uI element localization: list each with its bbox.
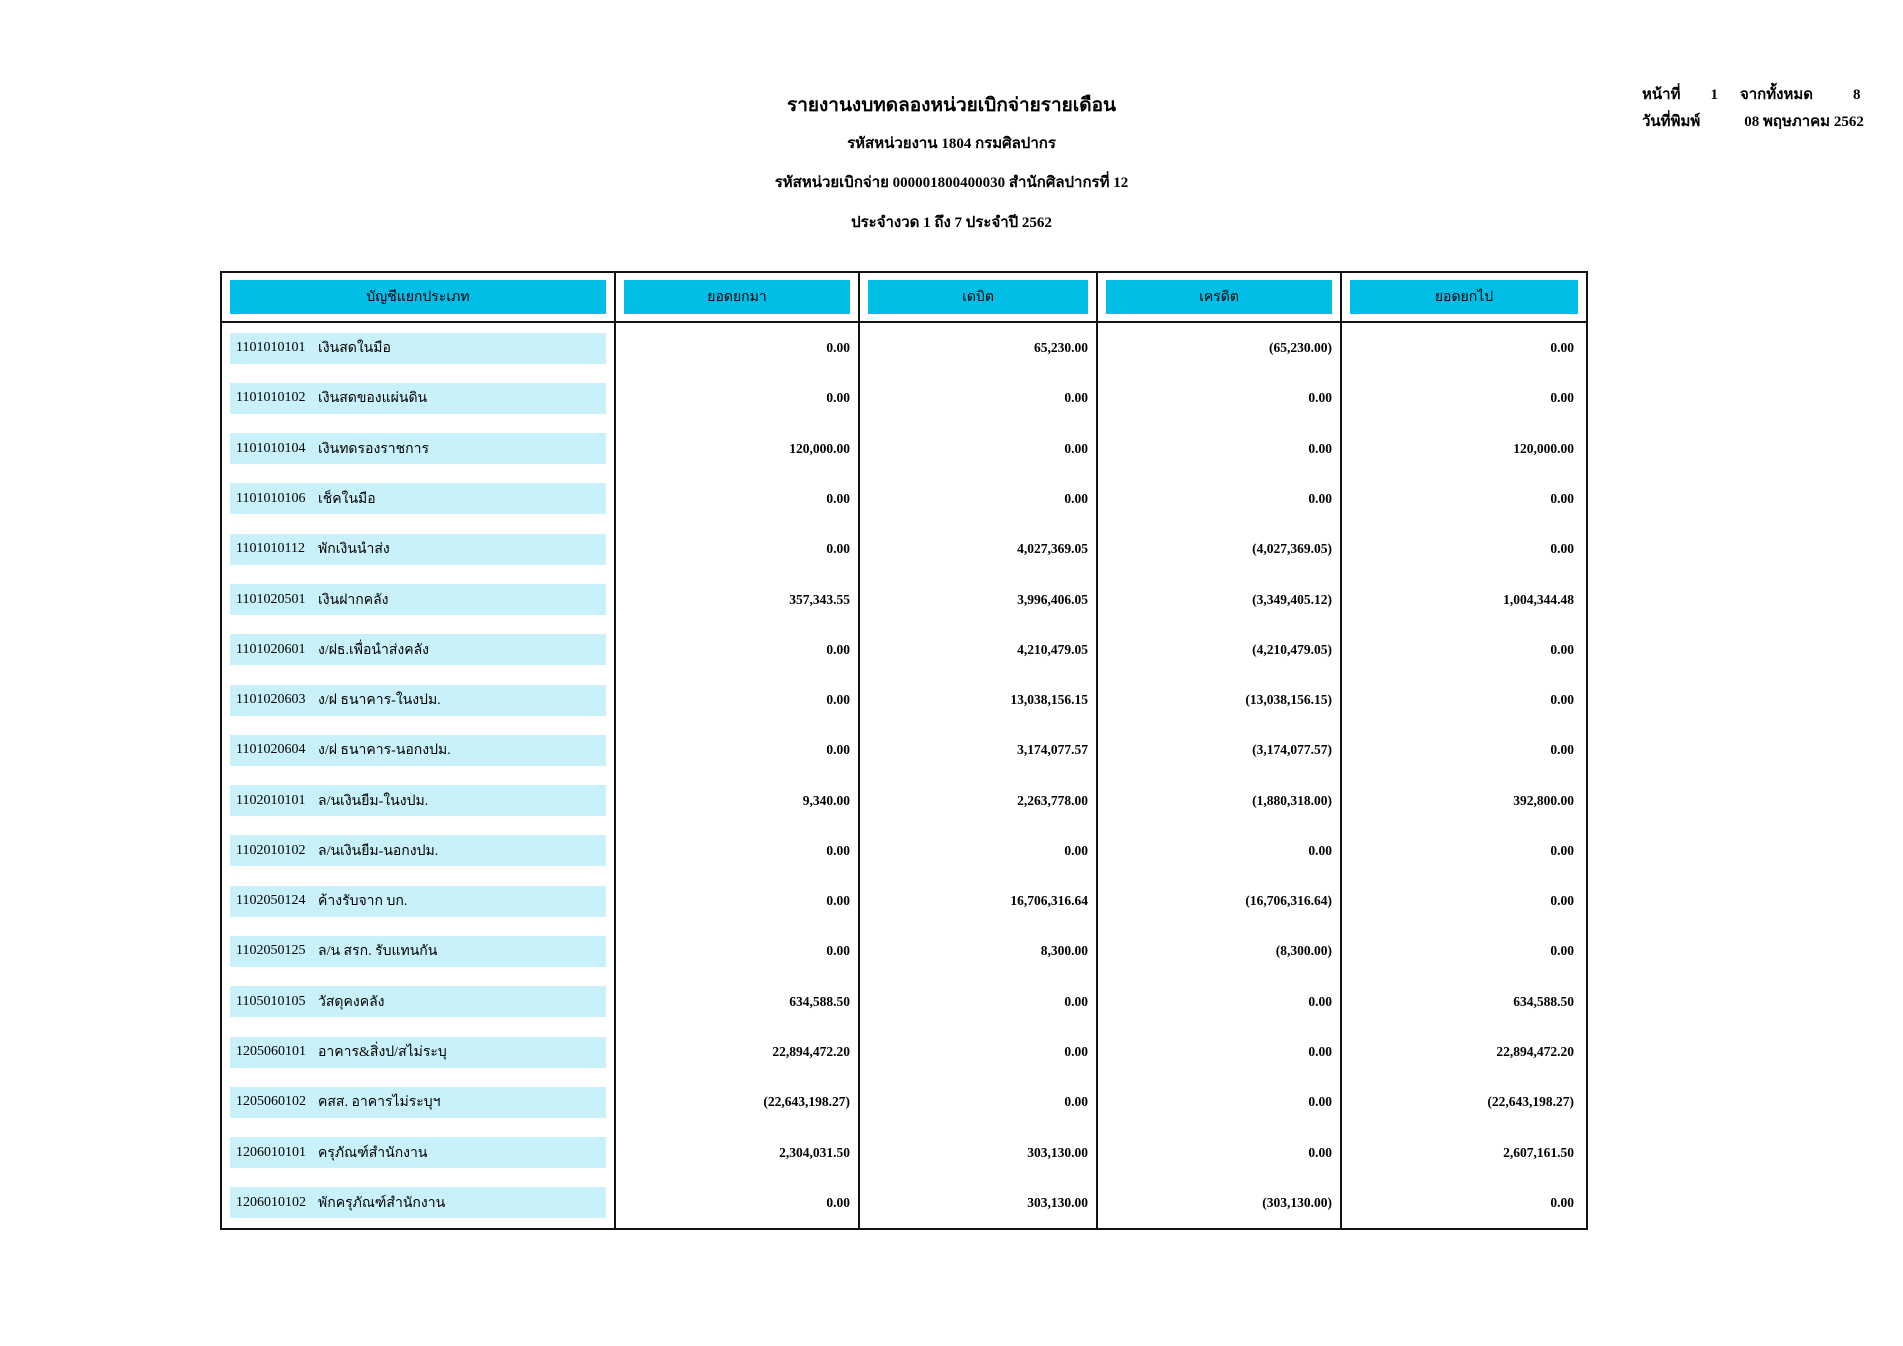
carry-forward-value: 2,304,031.50 xyxy=(616,1127,860,1177)
account-code: 1206010101 xyxy=(236,1144,306,1160)
account-name: อาคาร&สิ่งป/สไม่ระบุ xyxy=(318,1045,447,1061)
carry-forward-value: 0.00 xyxy=(616,474,860,524)
account-band xyxy=(230,1087,606,1118)
account-name: ล/น สรก. รับแทนกัน xyxy=(318,944,438,960)
trial-balance-table xyxy=(220,271,1588,1230)
balance-value: 0.00 xyxy=(1550,893,1574,909)
credit-value: 0.00 xyxy=(1098,1077,1342,1127)
credit-value: (1,880,318.00) xyxy=(1098,776,1342,826)
account-band xyxy=(230,483,606,514)
account-band xyxy=(230,634,606,665)
table-row xyxy=(222,625,1586,675)
carry-forward-value: 9,340.00 xyxy=(616,776,860,826)
print-date-row xyxy=(1642,109,1892,136)
balance-value: 0.00 xyxy=(1550,490,1574,506)
report-period-line: ประจำงวด 1 ถึง 7 ประจำปี 2562 xyxy=(851,215,1052,231)
debit-value: 4,027,369.05 xyxy=(860,524,1098,574)
carry-forward-value: 0.00 xyxy=(616,1178,860,1228)
balance-value: 634,588.50 xyxy=(1513,993,1574,1009)
debit-value: 0.00 xyxy=(860,474,1098,524)
debit-value: 2,263,778.00 xyxy=(860,776,1098,826)
account-name: พักครุภัณฑ์สำนักงาน xyxy=(318,1195,446,1211)
table-row xyxy=(222,323,1586,373)
page-title: รายงานงบทดลองหน่วยเบิกจ่ายรายเดือน xyxy=(786,95,1117,116)
total-pages-value: 8 xyxy=(1852,87,1861,103)
table-row xyxy=(222,1178,1586,1228)
debit-value: 13,038,156.15 xyxy=(860,675,1098,725)
carry-forward-value: 0.00 xyxy=(616,323,860,373)
account-code: 1101010104 xyxy=(236,440,306,456)
balance-value: 1,004,344.48 xyxy=(1503,591,1574,607)
account-name: ง/ฝ ธนาคาร-ในงปม. xyxy=(318,693,441,709)
account-code: 1102010102 xyxy=(236,842,306,858)
page-info xyxy=(1642,82,1892,136)
credit-value: (4,210,479.05) xyxy=(1098,625,1342,675)
table-row xyxy=(222,1127,1586,1177)
balance-value: 2,607,161.50 xyxy=(1503,1144,1574,1160)
credit-value: 0.00 xyxy=(1098,1027,1342,1077)
account-name: เงินทดรองราชการ xyxy=(318,441,430,457)
account-name: เช็คในมือ xyxy=(318,491,376,507)
account-name: ค้างรับจาก บก. xyxy=(318,894,408,910)
account-band xyxy=(230,534,606,565)
carry-forward-value: 357,343.55 xyxy=(616,574,860,624)
total-pages-label: จากทั้งหมด xyxy=(1739,87,1813,103)
account-code: 1205060102 xyxy=(236,1094,306,1110)
credit-value: 0.00 xyxy=(1098,373,1342,423)
credit-value: 0.00 xyxy=(1098,977,1342,1027)
account-name: คสส. อาคารไม่ระบุฯ xyxy=(318,1095,441,1111)
column-header-balance xyxy=(1342,273,1586,321)
balance-value: 392,800.00 xyxy=(1513,792,1574,808)
balance-value: 0.00 xyxy=(1550,541,1574,557)
credit-value: (4,027,369.05) xyxy=(1098,524,1342,574)
print-date-label: วันที่พิมพ์ xyxy=(1642,114,1701,130)
account-code: 1105010105 xyxy=(236,993,306,1009)
account-band xyxy=(230,333,606,364)
balance-value: 0.00 xyxy=(1550,340,1574,356)
account-name: พักเงินนำส่ง xyxy=(318,542,390,558)
carry-forward-value: 634,588.50 xyxy=(616,977,860,1027)
account-code: 1205060101 xyxy=(236,1044,306,1060)
table-row xyxy=(222,574,1586,624)
credit-value: (65,230.00) xyxy=(1098,323,1342,373)
column-header-account-label: บัญชีแยกประเภท xyxy=(230,280,606,314)
account-band xyxy=(230,1037,606,1068)
carry-forward-value: 0.00 xyxy=(616,826,860,876)
account-code: 1206010102 xyxy=(236,1194,306,1210)
carry-forward-value: (22,643,198.27) xyxy=(616,1077,860,1127)
table-body xyxy=(222,323,1586,1228)
debit-value: 0.00 xyxy=(860,977,1098,1027)
carry-forward-value: 0.00 xyxy=(616,373,860,423)
balance-value: 0.00 xyxy=(1550,390,1574,406)
account-band xyxy=(230,735,606,766)
account-name: วัสดุคงคลัง xyxy=(318,994,385,1010)
debit-value: 0.00 xyxy=(860,1077,1098,1127)
account-code: 1101020604 xyxy=(236,742,306,758)
column-header-debit xyxy=(860,273,1098,321)
account-code: 1102050124 xyxy=(236,893,306,909)
debit-value: 8,300.00 xyxy=(860,926,1098,976)
account-code: 1101020601 xyxy=(236,641,306,657)
debit-value: 4,210,479.05 xyxy=(860,625,1098,675)
account-band xyxy=(230,936,606,967)
print-date-value: 08 พฤษภาคม 2562 xyxy=(1744,114,1864,130)
debit-value: 3,996,406.05 xyxy=(860,574,1098,624)
debit-value: 16,706,316.64 xyxy=(860,876,1098,926)
account-code: 1101020501 xyxy=(236,591,306,607)
balance-value: 0.00 xyxy=(1550,842,1574,858)
debit-value: 3,174,077.57 xyxy=(860,725,1098,775)
table-row xyxy=(222,524,1586,574)
credit-value: 0.00 xyxy=(1098,424,1342,474)
account-name: เงินสดของแผ่นดิน xyxy=(318,391,428,407)
account-name: ล/นเงินยืม-นอกงปม. xyxy=(318,843,439,859)
column-header-account xyxy=(222,273,616,321)
table-row xyxy=(222,1027,1586,1077)
account-name: ครุภัณฑ์สำนักงาน xyxy=(318,1145,428,1161)
table-row xyxy=(222,725,1586,775)
debit-value: 0.00 xyxy=(860,1027,1098,1077)
table-row xyxy=(222,977,1586,1027)
credit-value: 0.00 xyxy=(1098,1127,1342,1177)
credit-value: 0.00 xyxy=(1098,826,1342,876)
table-row xyxy=(222,1077,1586,1127)
table-row xyxy=(222,926,1586,976)
table-row xyxy=(222,373,1586,423)
table-row xyxy=(222,675,1586,725)
table-row xyxy=(222,826,1586,876)
debit-value: 0.00 xyxy=(860,373,1098,423)
account-code: 1101010102 xyxy=(236,390,306,406)
column-header-credit-label: เครดิต xyxy=(1106,280,1332,314)
column-header-carry-forward xyxy=(616,273,860,321)
balance-value: 22,894,472.20 xyxy=(1496,1044,1574,1060)
carry-forward-value: 0.00 xyxy=(616,876,860,926)
credit-value: (303,130.00) xyxy=(1098,1178,1342,1228)
table-row xyxy=(222,424,1586,474)
carry-forward-value: 0.00 xyxy=(616,725,860,775)
table-row xyxy=(222,876,1586,926)
debit-value: 303,130.00 xyxy=(860,1127,1098,1177)
account-code: 1102050125 xyxy=(236,943,306,959)
balance-value: 0.00 xyxy=(1550,943,1574,959)
credit-value: (16,706,316.64) xyxy=(1098,876,1342,926)
column-header-carry-forward-label: ยอดยกมา xyxy=(624,280,850,314)
page-number-label: หน้าที่ xyxy=(1642,87,1681,103)
debit-value: 303,130.00 xyxy=(860,1178,1098,1228)
debit-value: 0.00 xyxy=(860,826,1098,876)
report-unit-line: รหัสหน่วยเบิกจ่าย 000001800400030 สำนักศิลปากรที่ 12 xyxy=(774,175,1129,191)
account-band xyxy=(230,383,606,414)
balance-value: 0.00 xyxy=(1550,742,1574,758)
account-name: ล/นเงินยืม-ในงปม. xyxy=(318,793,429,809)
account-name: ง/ฝธ.เพื่อนำส่งคลัง xyxy=(318,642,429,658)
account-band xyxy=(230,835,606,866)
account-band xyxy=(230,785,606,816)
carry-forward-value: 22,894,472.20 xyxy=(616,1027,860,1077)
account-band xyxy=(230,433,606,464)
balance-value: 120,000.00 xyxy=(1513,440,1574,456)
account-band xyxy=(230,1137,606,1168)
report-agency-line: รหัสหน่วยงาน 1804 กรมศิลปากร xyxy=(847,136,1056,152)
balance-value: (22,643,198.27) xyxy=(1487,1094,1574,1110)
credit-value: (13,038,156.15) xyxy=(1098,675,1342,725)
page-number-row xyxy=(1642,82,1892,109)
balance-value: 0.00 xyxy=(1550,1194,1574,1210)
account-code: 1101010106 xyxy=(236,490,306,506)
credit-value: (3,349,405.12) xyxy=(1098,574,1342,624)
account-name: เงินสดในมือ xyxy=(318,341,391,357)
account-band xyxy=(230,886,606,917)
credit-value: (3,174,077.57) xyxy=(1098,725,1342,775)
debit-value: 0.00 xyxy=(860,424,1098,474)
carry-forward-value: 0.00 xyxy=(616,625,860,675)
carry-forward-value: 120,000.00 xyxy=(616,424,860,474)
column-header-credit xyxy=(1098,273,1342,321)
page-number-value: 1 xyxy=(1710,87,1718,103)
carry-forward-value: 0.00 xyxy=(616,524,860,574)
account-name: ง/ฝ ธนาคาร-นอกงปม. xyxy=(318,743,451,759)
balance-value: 0.00 xyxy=(1550,641,1574,657)
account-code: 1101020603 xyxy=(236,692,306,708)
account-band xyxy=(230,1187,606,1218)
credit-value: 0.00 xyxy=(1098,474,1342,524)
column-header-debit-label: เดบิต xyxy=(868,280,1088,314)
carry-forward-value: 0.00 xyxy=(616,926,860,976)
table-row xyxy=(222,474,1586,524)
table-header-row xyxy=(222,273,1586,323)
account-code: 1101010101 xyxy=(236,340,306,356)
carry-forward-value: 0.00 xyxy=(616,675,860,725)
account-band xyxy=(230,685,606,716)
column-header-balance-label: ยอดยกไป xyxy=(1350,280,1578,314)
account-band xyxy=(230,584,606,615)
debit-value: 65,230.00 xyxy=(860,323,1098,373)
account-band xyxy=(230,986,606,1017)
table-row xyxy=(222,776,1586,826)
balance-value: 0.00 xyxy=(1550,692,1574,708)
account-code: 1102010101 xyxy=(236,792,306,808)
account-name: เงินฝากคลัง xyxy=(318,592,389,608)
account-code: 1101010112 xyxy=(236,541,305,557)
credit-value: (8,300.00) xyxy=(1098,926,1342,976)
